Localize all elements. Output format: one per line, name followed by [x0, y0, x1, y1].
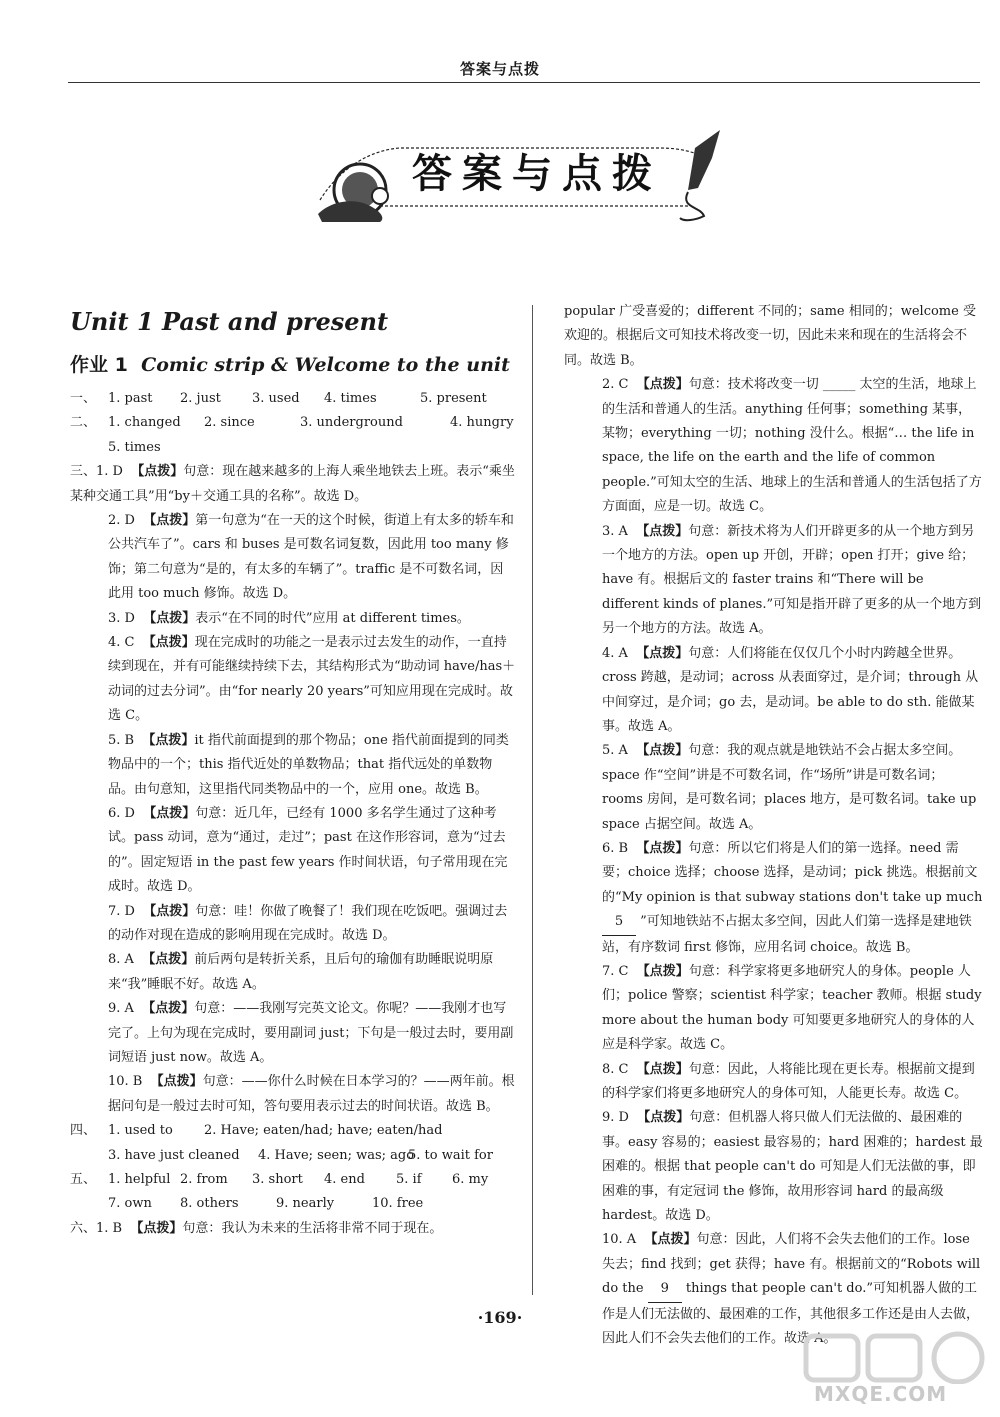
answer-item: [564, 520, 984, 642]
watermark-text: MXQE.COM: [814, 1382, 948, 1406]
answer: 3. used: [252, 391, 300, 406]
header-rule: [68, 82, 980, 83]
answer: 3. short: [252, 1172, 303, 1187]
lesson-label: 作业 1: [70, 354, 128, 376]
answer: 2. from: [180, 1172, 228, 1187]
answer-item: [564, 739, 984, 837]
item-text: 句意：技术将改变一切 _____ 太空的生活，地球上的生活和普通人的生活。anything 任何事；something 某事，某物；everything 一切；nothing 没什么。根据“… the life in space, the life on the earth and the life of common people.”可知太空的生活、地球上的生活和普通人的生活包括了方方面面，应是一切。故选 C。: [602, 377, 982, 515]
answer-item: [70, 997, 516, 1070]
answer-item: [70, 900, 516, 949]
answer-item: [70, 1070, 516, 1119]
hint-tag: 【点拨】: [636, 840, 689, 856]
section-5-answers-cont: [70, 1192, 516, 1216]
answer-item: [70, 607, 516, 631]
hint-tag: 【点拨】: [637, 1110, 690, 1126]
answer: 5. present: [420, 391, 487, 406]
section-label: 六、: [70, 1220, 97, 1236]
hint-tag: 【点拨】: [142, 635, 195, 651]
right-column: [564, 300, 984, 1351]
item-text: 句意：——我刚写完英文论文。你呢？——我刚才也写完了。上句为现在完成时，要用副词 just；下句是一般过去时，要用副词短语 just now。故选 A。: [108, 1001, 514, 1065]
item-text: things that people can't do.”可知机器人做的工作是人们无法做的、最困难的工作，其他很多工作还是由人去做，因此人们不会失去他们的工作。故选 A。: [602, 1281, 980, 1347]
item-text: 句意：新技术将为人们开辟更多的从一个地方到另一个地方的方法。open up 开创，开辟；open 打开；give 给；have 有。根据后文的 faster trains 和“There will be different kinds of planes.”可知是指开辟了更多的从一个地方到另一个地方的方法。故选 A。: [602, 523, 982, 637]
section-label: 四、: [70, 1123, 97, 1139]
answer: 1. used to: [108, 1123, 173, 1139]
page-number: ·169·: [477, 1308, 523, 1327]
item-text: 句意：因此，人将能比现在更长寿。根据前文提到的科学家们将更多地研究人的身体可知，人能更长寿。故选 C。: [602, 1061, 975, 1101]
item-number: 3. D: [108, 610, 135, 626]
answer: 1. past: [108, 391, 153, 406]
item-text: 句意：我认为未来的生活将非常不同于现在。: [182, 1220, 443, 1236]
section-5-answers: [70, 1168, 516, 1192]
watermark-icon: [802, 1328, 992, 1384]
section-4-answers-cont: [70, 1144, 516, 1168]
hint-tag: 【点拨】: [142, 732, 195, 748]
section-3-list: [70, 460, 516, 1119]
answer: 4. Have; seen; was; ago: [258, 1147, 415, 1163]
item-number: 10. A: [602, 1232, 637, 1248]
answer: 4. times: [324, 391, 377, 406]
item-number: 1. B: [96, 1220, 123, 1236]
item-text: 句意：因此，人们将不会失去他们的工作。lose 失去；find 找到；get 获得；have 有。根据前文的“Robots will do the: [602, 1232, 981, 1297]
item-text: 现在完成时的功能之一是表示过去发生的动作，一直持续到现在，并有可能继续持续下去，其结构形式为“助动词 have/has＋动词的过去分词”。由“for nearly 20 years”可知应用现在完成时。故选 C。: [108, 635, 516, 724]
section-label: 五、: [70, 1172, 97, 1187]
answer: 1. helpful: [108, 1172, 171, 1187]
answer-item: [564, 1058, 984, 1107]
section-6-list: [564, 373, 984, 1351]
item-number: 5. A: [602, 743, 628, 759]
left-column: [70, 305, 516, 1241]
hint-tag: 【点拨】: [636, 645, 689, 661]
watermark-logo: [802, 1328, 992, 1408]
item-number: 10. B: [108, 1074, 143, 1090]
column-divider: [532, 305, 533, 1295]
answer: 2. Have; eaten/had; have; eaten/had: [204, 1123, 443, 1139]
hint-tag: 【点拨】: [143, 903, 196, 919]
item-text: 句意：科学家将更多地研究人的身体。people 人们；police 警察；scientist 科学家；teacher 教师。根据 study more about the human body 可知要更多地研究人的身体的人应是科学家。故选 C。: [602, 963, 982, 1053]
blank-number: 9: [648, 1277, 682, 1302]
answer-item: [70, 729, 516, 802]
answer-item: [70, 460, 516, 509]
section-2-answers-cont: [70, 436, 516, 460]
answer: 1. changed: [108, 415, 181, 431]
item-number: 6. D: [108, 805, 135, 821]
blank-number: 5: [602, 910, 636, 935]
item-text: 第一句意为“在一天的这个时候，街道上有太多的轿车和公共汽车了”。cars 和 buses 是可数名词复数，因此用 too many 修饰；第二句意为“是的，有太多的车辆了”。traffic 是不可数名词，因此用 too much 修饰。故选 D。: [108, 513, 514, 602]
answer: 2. just: [180, 391, 221, 406]
item-text: 句意：但机器人将只做人们无法做的、最困难的事。easy 容易的；easiest 最容易的；hard 困难的；hardest 最困难的。根据 that people can't do 可知是人们无法做的事，即困难的事，有定冠词 the 修饰，故用形容词 hard 的最高级 hardest。故选 D。: [602, 1110, 983, 1224]
answer-item: [564, 837, 984, 960]
answer: 5. if: [396, 1172, 422, 1187]
answer: 9. nearly: [276, 1196, 335, 1212]
answer-item: [564, 373, 984, 519]
item-text: 句意：所以它们将是人们的第一选择。need 需要；choice 选择；choose 选择，是动词；pick 挑选。根据前文的“My opinion is that subway stations don't take up much: [602, 840, 983, 905]
answer-item: [70, 631, 516, 729]
section-6-item-1-cont: popular 广受喜爱的；different 不同的；same 相同的；welcome 受欢迎的。根据后文可知技术将改变一切，因此未来和现在的生活将会不同。故选 B。: [564, 304, 976, 368]
hint-tag: 【点拨】: [142, 952, 195, 968]
item-number: 7. D: [108, 903, 135, 919]
answer: 7. own: [108, 1196, 152, 1212]
section-6-item-1: [70, 1217, 516, 1241]
answer: 6. my: [452, 1172, 489, 1187]
item-number: 1. D: [96, 464, 123, 480]
answer-item: [564, 1106, 984, 1228]
answer: 10. free: [372, 1196, 424, 1212]
answer-item: [70, 948, 516, 997]
item-text: 表示“在不同的时代”应用 at different times。: [195, 610, 470, 626]
section-2-answers: [70, 411, 516, 435]
item-number: 7. C: [602, 963, 629, 979]
item-number: 2. C: [602, 377, 629, 393]
answer: 4. end: [324, 1172, 365, 1187]
answer: 5. to wait for: [408, 1147, 493, 1163]
hint-tag: 【点拨】: [636, 1061, 689, 1077]
item-number: 8. C: [602, 1061, 629, 1077]
item-text: 句意：我的观点就是地铁站不会占据太多空间。space 作“空间”讲是不可数名词，作“场所”讲是可数名词；rooms 房间，是可数名词；places 地方，是可数名词。take up space 占据空间。故选 A。: [602, 743, 977, 832]
answer-item: [70, 802, 516, 900]
lesson-name: Comic strip & Welcome to the unit: [141, 354, 510, 376]
section-banner: [300, 128, 730, 228]
item-text: 句意：——你什么时候在日本学习的？——两年前。根据问句是一般过去时可知，答句要用表示过去的时间状语。故选 B。: [108, 1074, 515, 1114]
hint-tag: 【点拨】: [143, 513, 196, 529]
lesson-title: [70, 351, 516, 379]
item-number: 9. A: [108, 1001, 134, 1017]
hint-tag: 【点拨】: [130, 1220, 183, 1236]
hint-tag: 【点拨】: [131, 464, 184, 480]
section-4-answers: [70, 1119, 516, 1143]
item-text: 句意：人们将能在仅仅几个小时内跨越全世界。cross 跨越，是动词；across 从表面穿过，是介词；through 从中间穿过，是介词；go 去，是动词。be able to do sth. 能做某事。故选 A。: [602, 645, 979, 734]
item-text: 前后两句是转折关系，且后句的瑜伽有助睡眠说明原来“我”睡眠不好。故选 A。: [108, 952, 494, 992]
item-text: ”可知地铁站不占据太多空间，因此人们第一选择是建地铁站，有序数词 first 修饰，应用名词 choice。故选 B。: [602, 914, 972, 955]
item-text: it 指代前面提到的那个物品；one 指代前面提到的同类物品中的一个；this 指代近处的单数物品；that 指代远处的单数物品。由句意知，这里指代同类物品中的一个，应用 one。故选 B。: [108, 732, 509, 797]
hint-tag: 【点拨】: [150, 1074, 203, 1090]
item-number: 4. C: [108, 635, 135, 651]
item-number: 9. D: [602, 1110, 629, 1126]
hint-tag: 【点拨】: [143, 805, 196, 821]
hint-tag: 【点拨】: [143, 610, 196, 626]
hint-tag: 【点拨】: [636, 963, 689, 979]
item-number: 8. A: [108, 952, 134, 968]
answer: 3. have just cleaned: [108, 1147, 240, 1163]
section-1-answers: [70, 387, 516, 411]
answer-item: [564, 642, 984, 740]
item-number: 3. A: [602, 523, 628, 539]
answer: 3. underground: [300, 415, 403, 431]
unit-title: Unit 1 Past and present: [70, 307, 389, 336]
hint-tag: 【点拨】: [636, 377, 689, 393]
hint-tag: 【点拨】: [142, 1001, 195, 1017]
hint-tag: 【点拨】: [644, 1232, 697, 1248]
item-text: 句意：近几年，已经有 1000 多名学生通过了这种考试。pass 动词，意为“通过，走过”；past 在这作形容词，意为“过去的”。固定短语 in the past few years 作时间状语，句子常用现在完成时。故选 D。: [108, 805, 508, 895]
answer-item: [70, 509, 516, 607]
item-text: 句意：哇！你做了晚餐了！我们现在吃饭吧。强调过去的动作对现在造成的影响用现在完成时。故选 D。: [108, 903, 508, 943]
section-label: 一、: [70, 391, 97, 406]
item-number: 5. B: [108, 732, 135, 748]
answer-item: [564, 960, 984, 1058]
item-number: 2. D: [108, 513, 135, 529]
answer: 5. times: [108, 439, 161, 455]
item-text: 句意：现在越来越多的上海人乘坐地铁去上班。表示“乘坐某种交通工具”用“by＋交通工具的名称”。故选 D。: [70, 464, 515, 504]
banner-title: 答案与点拨: [412, 151, 662, 197]
hint-tag: 【点拨】: [636, 743, 689, 759]
answer: 4. hungry: [450, 415, 514, 431]
item-number: 6. B: [602, 840, 629, 856]
answer: 8. others: [180, 1196, 239, 1212]
section-label: 二、: [70, 415, 97, 431]
item-number: 4. A: [602, 645, 628, 661]
running-head: 答案与点拨: [459, 60, 540, 78]
hint-tag: 【点拨】: [636, 523, 689, 539]
answer: 2. since: [204, 415, 255, 431]
section-label: 三、: [70, 464, 97, 480]
